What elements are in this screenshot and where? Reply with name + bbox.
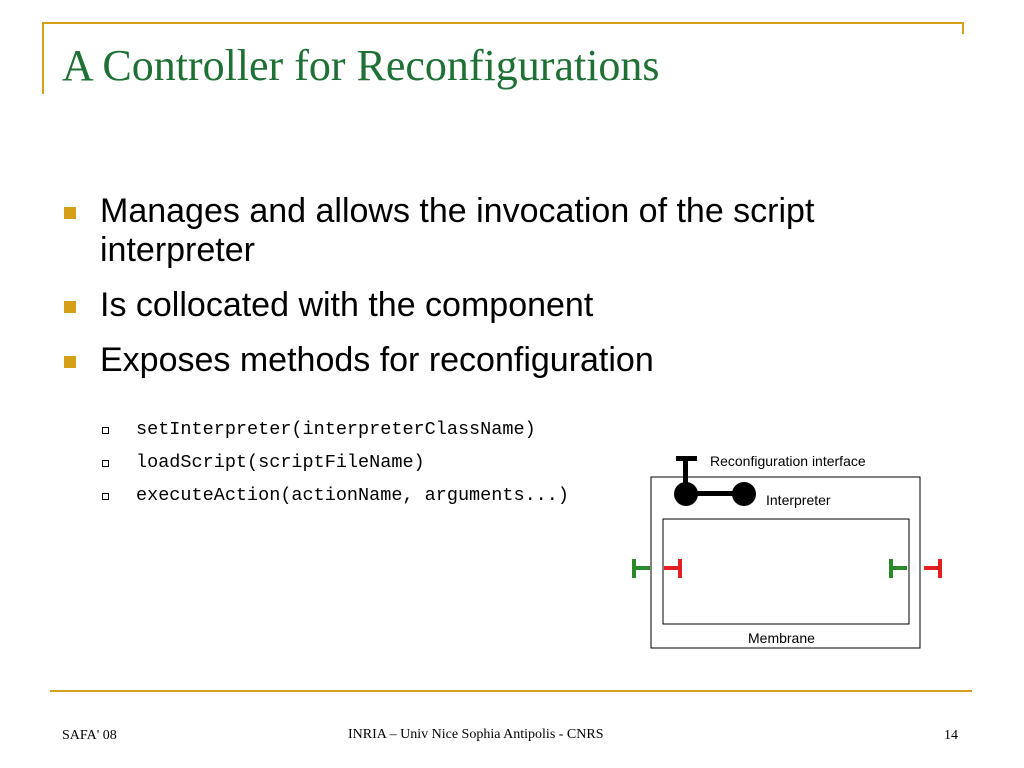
membrane-label: Membrane (748, 630, 815, 646)
bullet-square-icon (64, 301, 76, 313)
slide-title: A Controller for Reconfigurations (62, 41, 660, 90)
page-number: 14 (944, 728, 958, 743)
bullet-square-icon (64, 207, 76, 219)
server-interface-left-stem (632, 566, 650, 570)
bullet-item (64, 341, 944, 380)
bullet-square-icon (64, 356, 76, 368)
footer-event: SAFA' 08 (62, 728, 117, 743)
footer-rule (50, 690, 972, 692)
reconfiguration-interface-label: Reconfiguration interface (710, 453, 866, 469)
client-interface-right-stem (924, 566, 942, 570)
method-signature: loadScript(scriptFileName) (136, 452, 425, 473)
bullet-text: Is collocated with the component (100, 286, 594, 324)
bullet-list (64, 192, 944, 396)
controller-node-left (674, 482, 698, 506)
frame-right-tick (962, 22, 964, 34)
interpreter-node (732, 482, 756, 506)
sub-bullet-item (102, 418, 569, 451)
component-content-box (663, 519, 909, 624)
sub-bullet-list (102, 418, 569, 517)
footer-affiliation: INRIA – Univ Nice Sophia Antipolis - CNRS (348, 727, 604, 742)
client-interface-left-stem (664, 566, 682, 570)
bullet-text: Exposes methods for reconfiguration (100, 341, 654, 379)
server-interface-right-stem (889, 566, 907, 570)
bullet-text: Manages and allows the invocation of the script interpreter (100, 192, 815, 269)
hollow-square-icon (102, 460, 109, 467)
hollow-square-icon (102, 427, 109, 434)
frame-top-rule (42, 22, 964, 24)
hollow-square-icon (102, 493, 109, 500)
component-diagram (620, 450, 960, 655)
sub-bullet-item (102, 451, 569, 484)
bullet-item (64, 286, 944, 325)
method-signature: executeAction(actionName, arguments...) (136, 485, 569, 506)
method-signature: setInterpreter(interpreterClassName) (136, 419, 536, 440)
sub-bullet-item (102, 484, 569, 517)
frame-vertical-rule (42, 22, 44, 94)
interpreter-label: Interpreter (766, 492, 831, 508)
bullet-item (64, 192, 944, 270)
